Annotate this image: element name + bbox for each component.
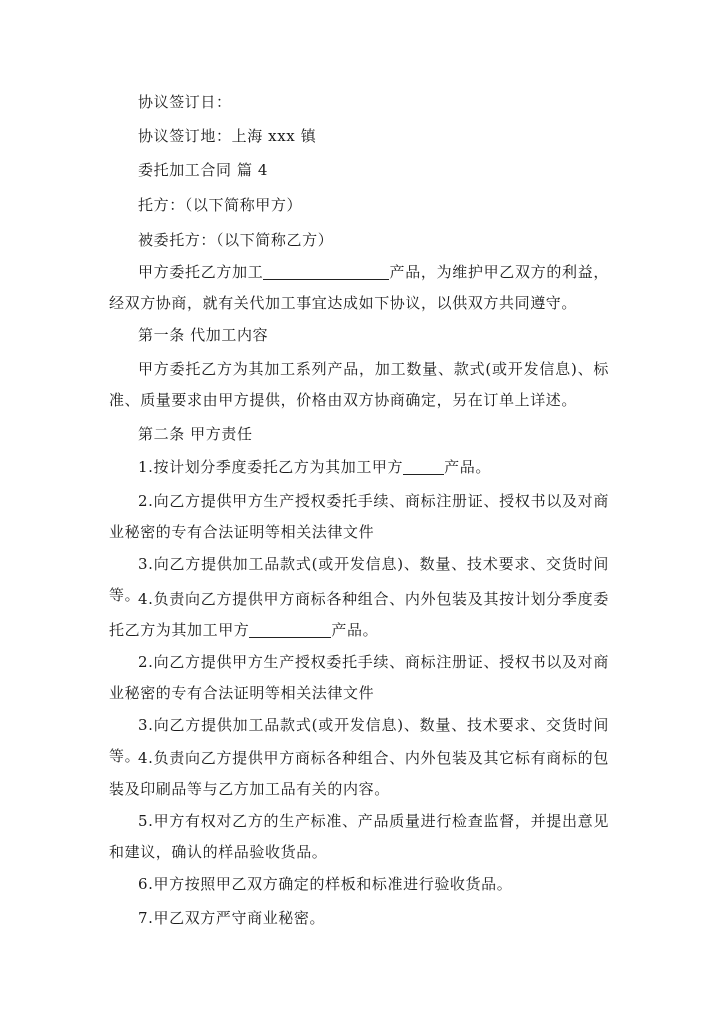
paragraph: 托方：（以下简称甲方） xyxy=(138,196,303,214)
party-b-line xyxy=(109,225,609,256)
text-run: 产品。 xyxy=(444,458,491,476)
paragraph xyxy=(109,584,609,646)
clause-2-repeat xyxy=(109,647,609,709)
clause-2 xyxy=(109,486,609,548)
paragraph: 2.向乙方提供甲方生产授权委托手续、商标注册证、授权书以及对商业秘密的专有合法证明等相关法律文件 xyxy=(109,653,609,702)
paragraph: 2.向乙方提供甲方生产授权委托手续、商标注册证、授权书以及对商业秘密的专有合法证明等相关法律文件 xyxy=(109,492,609,541)
party-a-line xyxy=(109,190,609,221)
article-one-body xyxy=(109,354,609,416)
paragraph: 3.向乙方提供加工品款式(或开发信息)、数量、技术要求、交货时间等。 xyxy=(109,716,609,765)
clause-5 xyxy=(109,806,609,868)
contract-section-heading xyxy=(109,155,609,186)
clause-1 xyxy=(109,452,609,483)
clause-4 xyxy=(109,584,609,646)
article-one-heading xyxy=(109,320,609,351)
text-run: 产品。 xyxy=(331,621,379,639)
paragraph: 5.甲方有权对乙方的生产标准、产品质量进行检查监督，并提出意见和建议，确认的样品验收货品。 xyxy=(109,812,609,861)
text-run: 甲方委托乙方加工 xyxy=(138,263,264,281)
paragraph xyxy=(109,452,609,483)
paragraph: 第一条 代加工内容 xyxy=(138,326,269,344)
fill-in-blank xyxy=(249,619,331,638)
paragraph: 6.甲方按照甲乙双方确定的样板和标准进行验收货品。 xyxy=(138,875,513,893)
paragraph: 协议签订地：上海 xxx 镇 xyxy=(138,127,317,145)
preamble-paragraph xyxy=(109,257,609,319)
text-run: 4.负责向乙方提供甲方商标各种组合、内外包装及其按计划分季度委托乙方为其加工甲方 xyxy=(109,590,609,639)
agreement-sign-place xyxy=(109,121,609,152)
agreement-sign-date xyxy=(109,87,609,118)
text-run: 产品，为维护甲乙双方的利益，经双方协商，就有关代加工事宜达成如下协议，以供双方共同遵守。 xyxy=(109,263,609,312)
paragraph: 4.负责向乙方提供甲方商标各种组合、内外包装及其它标有商标的包装及印刷品等与乙方加工品有关的内容。 xyxy=(109,749,609,798)
paragraph: 甲方委托乙方为其加工系列产品，加工数量、款式(或开发信息)、标准、质量要求由甲方提供，价格由双方协商确定，另在订单上详述。 xyxy=(109,360,609,409)
paragraph: 被委托方：（以下简称乙方） xyxy=(138,231,334,249)
paragraph: 3.向乙方提供加工品款式(或开发信息)、数量、技术要求、交货时间等。 xyxy=(109,555,609,604)
clause-4-repeat xyxy=(109,743,609,805)
paragraph xyxy=(109,257,609,319)
paragraph: 委托加工合同 篇 4 xyxy=(138,161,269,179)
paragraph: 7.甲乙双方严守商业秘密。 xyxy=(138,909,326,927)
fill-in-blank xyxy=(263,261,389,280)
paragraph: 第二条 甲方责任 xyxy=(138,425,253,443)
text-run: 1.按计划分季度委托乙方为其加工甲方 xyxy=(138,458,404,476)
fill-in-blank xyxy=(403,456,444,475)
paragraph: 协议签订日： xyxy=(138,93,232,111)
clause-6 xyxy=(109,869,609,900)
article-two-heading xyxy=(109,419,609,450)
clause-7 xyxy=(109,903,609,934)
